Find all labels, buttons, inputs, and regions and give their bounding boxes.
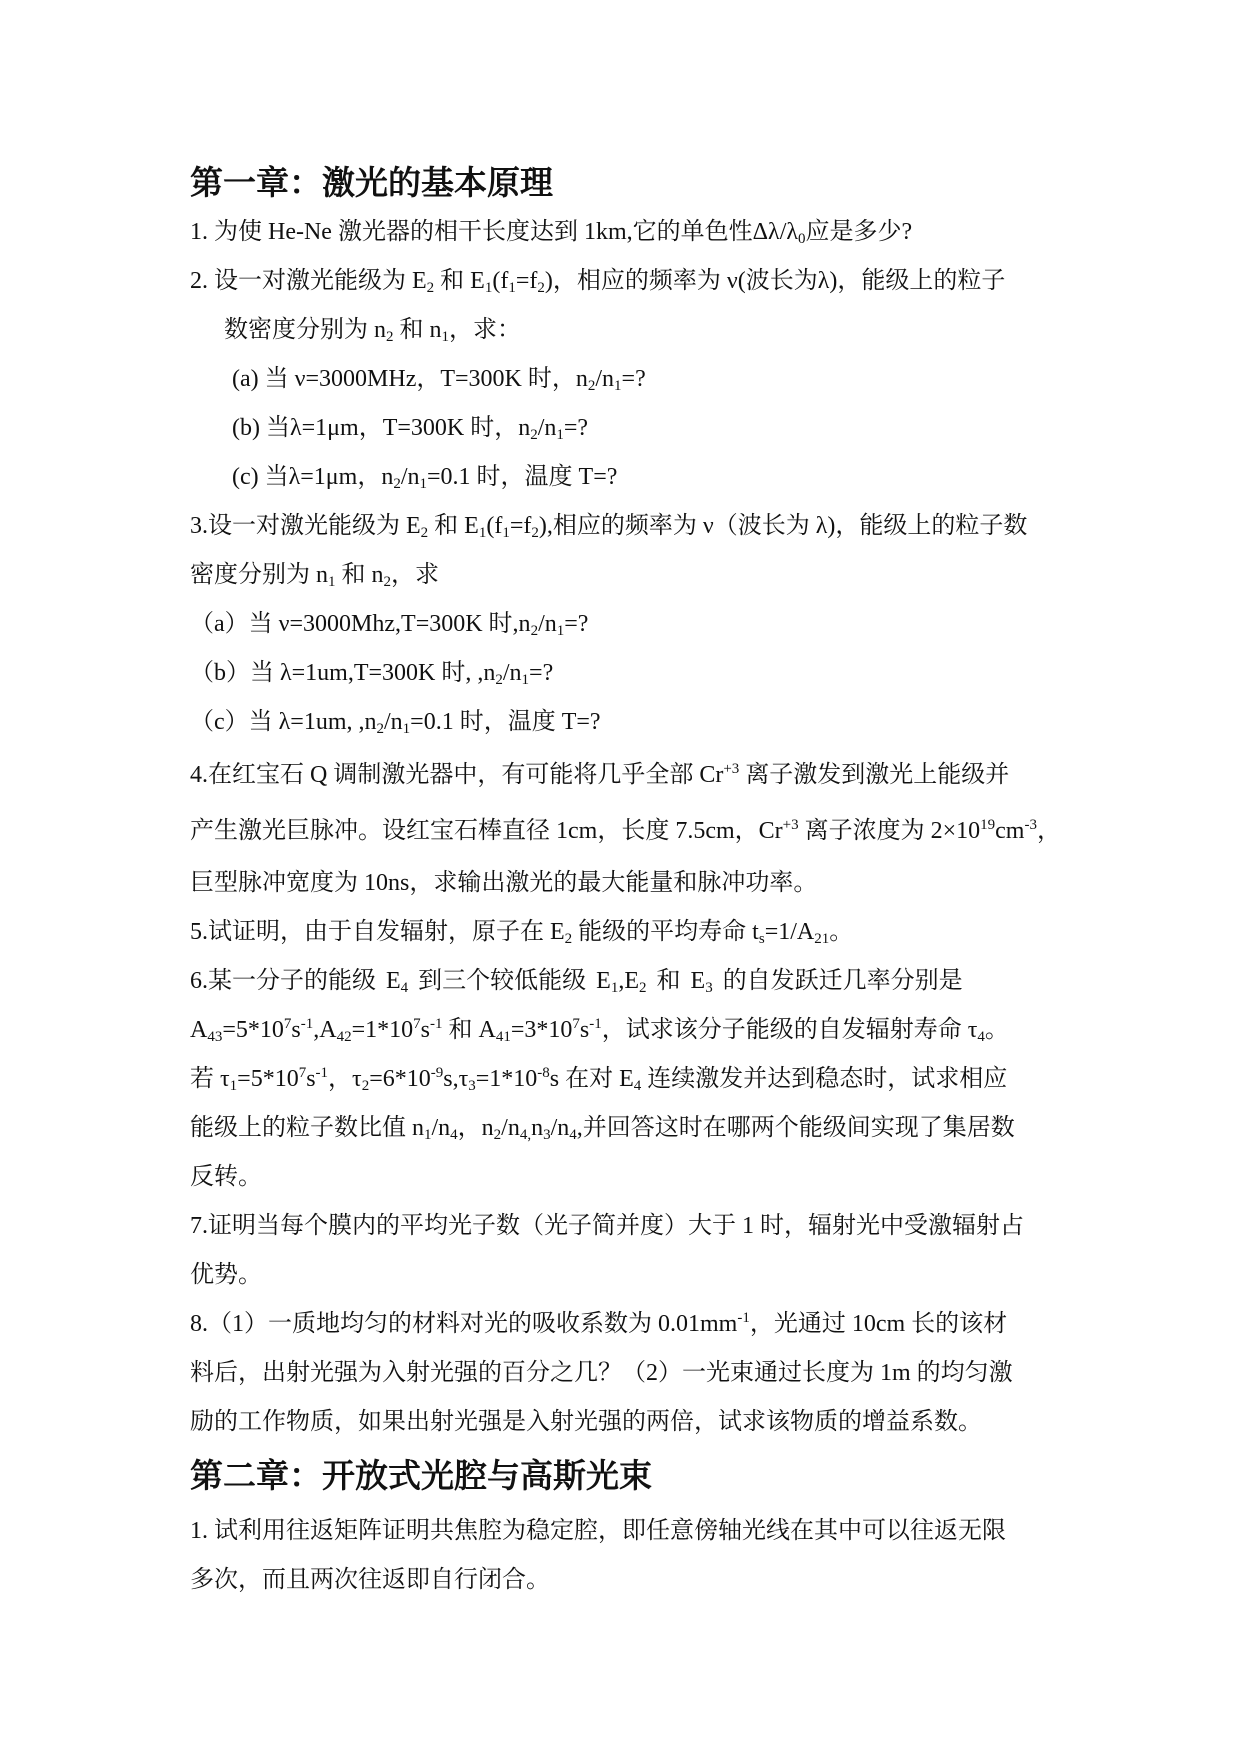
chapter-1-title: 第一章：激光的基本原理 [190, 163, 553, 202]
c1-q2-line1: 2. 设一对激光能级为 $E_2$ 和 $E_1(f_1=f_2)$，相应的频率为 ν(波长为λ)，能级上的粒子 [190, 268, 1006, 296]
c1-q3-c: （c）当 λ=1um, $,n_2/n_1=0.1$ 时，温度 T=? [190, 709, 601, 737]
c1-q5: 5.试证明，由于自发辐射，原子在 $E_2$ 能级的平均寿命 $t_s=1/A_{21}$。 [190, 919, 854, 947]
c1-q3-line1: 3.设一对激光能级为 $E_2$ 和 $E_1(f_1=f_2)$,相应的频率为 ν（波长为 λ)，能级上的粒子数 [190, 513, 1028, 541]
c1-q7-line2: 优势。 [190, 1262, 262, 1288]
c1-q7-line1: 7.证明当每个膜内的平均光子数（光子简并度）大于 1 时，辐射光中受激辐射占 [190, 1213, 1024, 1239]
c2-q1-line2: 多次，而且两次往返即自行闭合。 [190, 1567, 550, 1593]
c1-q3-line2: 密度分别为 $n_1$ 和 $n_2$，求 [190, 562, 439, 590]
c1-q4-line1: 4.在红宝石 Q 调制激光器中，有可能将几乎全部 $Cr^{+3}$ 离子激发到激光上能级并 [190, 761, 1010, 788]
c1-q6-line3: 若 $\tau_1=5*10^7s^{-1}$，$\tau_2=6*10^{-9}s,\tau_3=1*10^{-8}s$ 在对 $E_4$ 连续激发并达到稳态时，试求相应 [190, 1065, 1008, 1094]
c2-q1 [190, 1507, 1101, 1605]
c1-q3-a: （a）当 ν=3000Mhz,T=300K 时$,n_2/n_1=$? [190, 611, 589, 639]
c1-q2-c: (c) 当λ=1μm，$n_2/n_1=0.1$ 时，温度 T=? [232, 464, 618, 492]
c1-q4-line2: 产生激光巨脉冲。设红宝石棒直径 1cm，长度 7.5cm，$Cr^{+3}$ 离子浓度为 $2\times 10^{19}cm^{-3}$， [190, 817, 1061, 844]
c1-q6-line5: 反转。 [190, 1164, 262, 1190]
c1-q8 [190, 1300, 1101, 1447]
chapter-2-title: 第二章：开放式光腔与高斯光束 [190, 1456, 652, 1495]
c1-q3-b: （b）当 λ=1um,T=300K 时, $,n_2/n_1=$? [190, 660, 554, 688]
c1-q6 [190, 957, 1101, 1202]
c1-q6-line4: 能级上的粒子数比值 $n_1/n_4$，$n_2/n_{4,}n_3/n_4$,并回答这时在哪两个能级间实现了集居数 [190, 1115, 1015, 1143]
c1-q8-line1: 8.（1）一质地均匀的材料对光的吸收系数为 $0.01mm^{-1}$，光通过 10cm 长的该材 [190, 1310, 1008, 1337]
c1-q7 [190, 1202, 1101, 1300]
c1-q3 [190, 502, 1101, 747]
c1-q4-line3: 巨型脉冲宽度为 10ns，求输出激光的最大能量和脉冲功率。 [190, 870, 818, 896]
c1-q4 [190, 747, 1101, 908]
c1-q6-line1: 6.某一分子的能级 $E_4$ 到三个较低能级 $E_1,E_2$ 和 $E_3$ 的自发跃迁几率分别是 [190, 968, 963, 996]
c1-q2-line2: 数密度分别为 $n_2$ 和 $n_1$，求： [224, 317, 521, 345]
c1-q2-a: (a) 当 ν=3000MHz，T=300K 时，$n_2/n_1=$? [232, 366, 646, 394]
c2-q1-line1: 1. 试利用往返矩阵证明共焦腔为稳定腔，即任意傍轴光线在其中可以往返无限 [190, 1518, 1006, 1544]
c1-q2-b: (b) 当λ=1μm，T=300K 时，$n_2/n_1=$? [232, 415, 589, 443]
c1-q8-line2: 料后，出射光强为入射光强的百分之几？（2）一光束通过长度为 1m 的均匀激 [190, 1360, 1013, 1386]
c1-q6-line2: $A_{43}=5*10^7s^{-1},A_{42}=1*10^7s^{-1}$ 和 $A_{41}=3*10^7s^{-1}$，试求该分子能级的自发辐射寿命 $\tau_4$。 [190, 1016, 1009, 1045]
c1-q8-line3: 励的工作物质，如果出射光强是入射光强的两倍，试求该物质的增益系数。 [190, 1409, 982, 1435]
c1-q2 [190, 257, 1101, 502]
c1-q1: 1. 为使 He-Ne 激光器的相干长度达到 1km,它的单色性$\Delta\lambda/\lambda_0$应是多少? [190, 219, 913, 247]
